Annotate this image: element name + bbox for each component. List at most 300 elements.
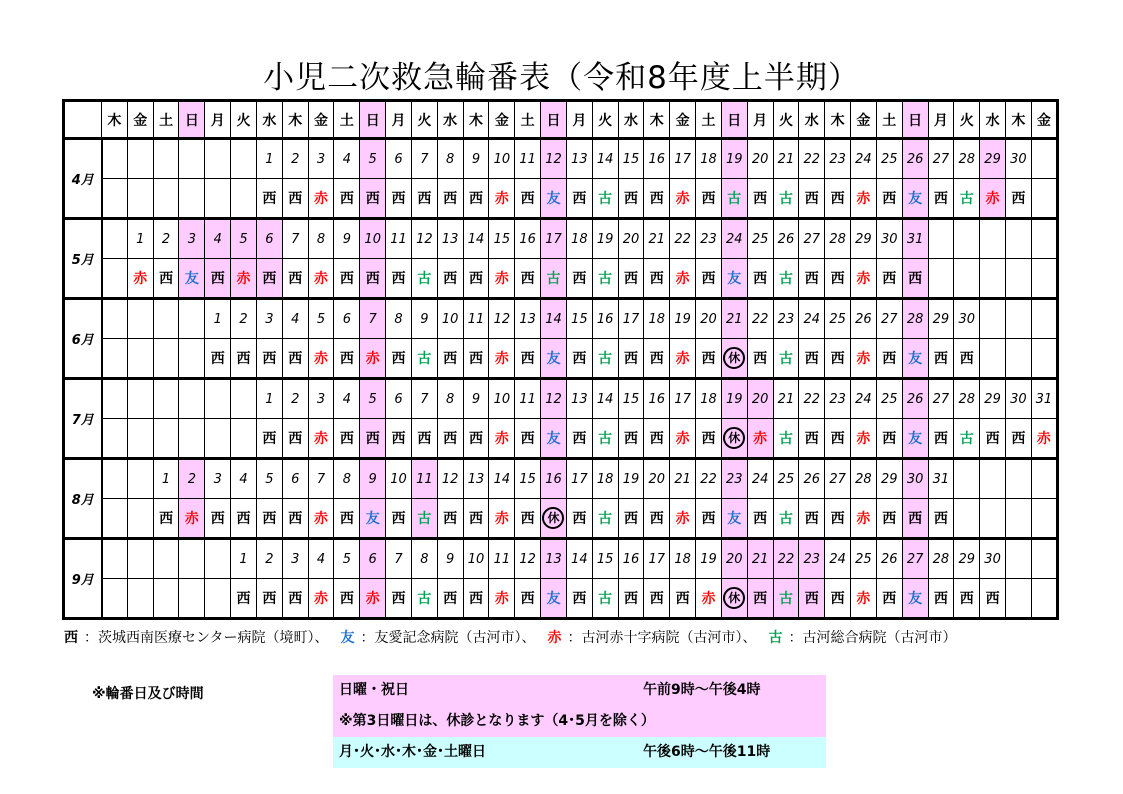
hospital-assignment-cell: 西 [334, 179, 360, 219]
hospital-assignment-cell: 友 [179, 259, 205, 299]
hospital-assignment-cell: 西 [825, 499, 851, 539]
hospital-assignment-cell: 西 [334, 499, 360, 539]
empty-cell [205, 419, 231, 459]
hospital-assignment-cell: 西 [282, 419, 308, 459]
hospital-assignment-cell: 赤 [231, 259, 257, 299]
date-cell: 12 [515, 539, 541, 579]
date-cell: 8 [386, 299, 412, 339]
empty-cell [954, 459, 980, 499]
date-cell: 16 [644, 139, 670, 179]
hospital-assignment-cell: 古 [411, 499, 437, 539]
hospital-assignment-cell [541, 499, 567, 539]
empty-cell [1031, 299, 1057, 339]
hospital-assignment-cell: 赤 [670, 499, 696, 539]
empty-cell [102, 499, 128, 539]
date-cell: 15 [515, 459, 541, 499]
date-cell: 29 [980, 379, 1006, 419]
schedule-label: ※輪番日及び時間 [92, 686, 204, 702]
hospital-assignment-cell: 西 [747, 579, 773, 619]
date-cell: 28 [851, 459, 877, 499]
hospital-assignment-cell: 西 [515, 499, 541, 539]
hospital-assignment-cell: 赤 [179, 499, 205, 539]
legend-hospital-name: ：茨城西南医療センター病院（境町）、 [84, 630, 329, 646]
date-cell: 1 [205, 299, 231, 339]
hospital-assignment-cell: 西 [515, 179, 541, 219]
hospital-assignment-cell: 赤 [747, 419, 773, 459]
date-cell: 5 [360, 379, 386, 419]
hospital-assignment-cell: 西 [644, 579, 670, 619]
date-cell: 15 [489, 219, 515, 259]
hospital-assignment-cell: 友 [721, 259, 747, 299]
hospital-assignment-cell: 古 [954, 419, 980, 459]
schedule-day: 日曜・祝日 [339, 682, 409, 698]
date-cell: 27 [799, 219, 825, 259]
weekday-header-cell: 木 [1005, 101, 1031, 139]
date-cell: 26 [851, 299, 877, 339]
empty-cell [980, 459, 1006, 499]
hospital-assignment-cell: 西 [825, 579, 851, 619]
closed-day-marker: 休 [723, 427, 745, 449]
empty-cell [980, 299, 1006, 339]
hospital-assignment-cell: 西 [618, 339, 644, 379]
weekday-header-cell: 火 [411, 101, 437, 139]
empty-cell [102, 259, 128, 299]
empty-cell [153, 419, 179, 459]
empty-cell [102, 419, 128, 459]
empty-cell [231, 179, 257, 219]
date-cell: 29 [954, 539, 980, 579]
hospital-assignment-cell: 西 [566, 259, 592, 299]
date-row [64, 299, 1058, 339]
hospital-assignment-cell: 西 [644, 339, 670, 379]
date-cell: 31 [902, 219, 928, 259]
empty-cell [153, 579, 179, 619]
hospital-assignment-cell: 西 [231, 339, 257, 379]
hospital-assignment-cell: 古 [541, 259, 567, 299]
empty-cell [179, 419, 205, 459]
date-cell: 16 [515, 219, 541, 259]
page-title: 小児二次救急輪番表（令和8年度上半期） [263, 60, 860, 96]
date-cell: 21 [773, 139, 799, 179]
hospital-assignment-cell: 西 [463, 499, 489, 539]
date-cell: 18 [696, 379, 722, 419]
weekday-header-cell: 水 [437, 101, 463, 139]
date-cell: 12 [541, 379, 567, 419]
hospital-assignment-cell: 西 [205, 339, 231, 379]
hospital-assignment-cell: 西 [515, 579, 541, 619]
hospital-assignment-cell: 西 [928, 499, 954, 539]
hospital-assignment-cell: 赤 [851, 259, 877, 299]
date-cell: 8 [334, 459, 360, 499]
hospital-assignment-cell: 西 [799, 259, 825, 299]
empty-cell [954, 219, 980, 259]
date-cell: 14 [541, 299, 567, 339]
schedule-row [333, 737, 826, 768]
hospital-assignment-cell: 西 [644, 259, 670, 299]
empty-cell [1005, 299, 1031, 339]
date-cell: 19 [696, 539, 722, 579]
empty-cell [928, 219, 954, 259]
date-cell: 26 [773, 219, 799, 259]
weekday-header-cell: 水 [256, 101, 282, 139]
weekday-header-cell: 金 [308, 101, 334, 139]
hospital-assignment-cell: 西 [928, 179, 954, 219]
date-cell: 18 [696, 139, 722, 179]
hospital-assignment-cell: 赤 [851, 419, 877, 459]
weekday-header-cell: 水 [980, 101, 1006, 139]
date-cell: 29 [851, 219, 877, 259]
hospital-assignment-cell: 西 [747, 499, 773, 539]
rotation-calendar-table [62, 99, 1059, 620]
date-cell: 22 [670, 219, 696, 259]
date-cell: 28 [954, 139, 980, 179]
hospital-assignment-cell: 西 [825, 419, 851, 459]
hospital-assignment-cell: 西 [696, 179, 722, 219]
hospital-assignment-cell: 赤 [489, 259, 515, 299]
empty-cell [153, 339, 179, 379]
hospital-assignment-cell: 西 [1005, 419, 1031, 459]
hospital-assignment-cell: 古 [773, 579, 799, 619]
month-label: 6月 [64, 299, 102, 379]
date-cell: 25 [876, 139, 902, 179]
empty-cell [127, 299, 153, 339]
empty-cell [153, 539, 179, 579]
date-cell: 13 [515, 299, 541, 339]
date-cell: 10 [489, 139, 515, 179]
date-cell: 6 [334, 299, 360, 339]
date-cell: 5 [334, 539, 360, 579]
hospital-assignment-cell: 古 [592, 179, 618, 219]
date-row [64, 379, 1058, 419]
hospital-assignment-cell: 古 [592, 499, 618, 539]
hospital-assignment-cell: 西 [696, 499, 722, 539]
hospital-assignment-cell: 西 [566, 579, 592, 619]
empty-cell [127, 419, 153, 459]
hospital-assignment-cell: 西 [282, 259, 308, 299]
hospital-assignment-cell: 赤 [360, 579, 386, 619]
hospital-assignment-cell: 西 [825, 259, 851, 299]
date-cell: 16 [592, 299, 618, 339]
hospital-assignment-cell: 赤 [360, 339, 386, 379]
date-cell: 17 [670, 379, 696, 419]
hospital-assignment-cell: 西 [463, 419, 489, 459]
date-cell: 17 [670, 139, 696, 179]
hospital-assignment-cell: 西 [386, 259, 412, 299]
hospital-assignment-cell: 西 [618, 419, 644, 459]
hospital-assignment-cell: 古 [592, 579, 618, 619]
hospital-assignment-cell: 西 [437, 339, 463, 379]
empty-cell [980, 499, 1006, 539]
date-cell: 28 [954, 379, 980, 419]
date-cell: 24 [799, 299, 825, 339]
empty-cell [102, 539, 128, 579]
hospital-assignment-cell: 西 [360, 259, 386, 299]
date-cell: 13 [566, 379, 592, 419]
empty-cell [1031, 579, 1057, 619]
month-label: 5月 [64, 219, 102, 299]
hospital-assignment-cell: 西 [437, 259, 463, 299]
date-cell: 17 [566, 459, 592, 499]
date-cell: 6 [360, 539, 386, 579]
date-cell: 27 [902, 539, 928, 579]
hospital-assignment-cell: 西 [618, 579, 644, 619]
schedule-row [333, 706, 826, 737]
hospital-assignment-cell: 西 [334, 419, 360, 459]
date-cell: 19 [592, 219, 618, 259]
date-cell: 5 [231, 219, 257, 259]
date-cell: 4 [205, 219, 231, 259]
date-cell: 5 [256, 459, 282, 499]
hospital-assignment-cell: 西 [566, 179, 592, 219]
hospital-assignment-cell: 西 [334, 339, 360, 379]
weekday-header-cell: 金 [851, 101, 877, 139]
hospital-assignment-cell [721, 419, 747, 459]
hospital-assignment-cell: 友 [721, 499, 747, 539]
hospital-assignment-cell: 西 [876, 259, 902, 299]
empty-cell [1005, 339, 1031, 379]
hospital-assignment-cell: 西 [1005, 179, 1031, 219]
date-cell: 3 [308, 379, 334, 419]
hospital-assignment-cell: 友 [541, 419, 567, 459]
hospital-assignment-cell: 西 [696, 259, 722, 299]
month-label: 9月 [64, 539, 102, 619]
empty-cell [102, 579, 128, 619]
empty-cell [179, 179, 205, 219]
hospital-assignment-cell: 古 [592, 259, 618, 299]
date-cell: 11 [515, 139, 541, 179]
empty-cell [1005, 579, 1031, 619]
hospital-assignment-cell: 西 [928, 419, 954, 459]
assignment-row [64, 499, 1058, 539]
weekday-header-cell: 金 [670, 101, 696, 139]
empty-cell [127, 139, 153, 179]
assignment-row [64, 579, 1058, 619]
hospital-assignment-cell: 赤 [851, 499, 877, 539]
empty-cell [179, 339, 205, 379]
hospital-assignment-cell: 西 [902, 499, 928, 539]
hospital-assignment-cell: 赤 [851, 579, 877, 619]
hospital-assignment-cell: 古 [411, 339, 437, 379]
date-cell: 26 [902, 379, 928, 419]
date-cell: 20 [747, 379, 773, 419]
date-cell: 7 [411, 139, 437, 179]
date-cell: 19 [618, 459, 644, 499]
date-cell: 24 [851, 379, 877, 419]
hospital-assignment-cell: 西 [799, 179, 825, 219]
empty-cell [205, 379, 231, 419]
hospital-assignment-cell: 古 [592, 419, 618, 459]
hospital-assignment-cell: 赤 [1031, 419, 1057, 459]
hospital-assignment-cell: 西 [566, 419, 592, 459]
date-cell: 24 [851, 139, 877, 179]
date-cell: 16 [644, 379, 670, 419]
empty-cell [153, 299, 179, 339]
date-cell: 7 [360, 299, 386, 339]
hospital-assignment-cell: 西 [334, 259, 360, 299]
hospital-assignment-cell: 西 [902, 259, 928, 299]
weekday-header-cell: 火 [773, 101, 799, 139]
date-cell: 18 [670, 539, 696, 579]
date-cell: 31 [928, 459, 954, 499]
hospital-assignment-cell: 友 [902, 179, 928, 219]
date-cell: 13 [541, 539, 567, 579]
hospital-assignment-cell: 西 [256, 419, 282, 459]
date-cell: 23 [696, 219, 722, 259]
date-cell: 26 [799, 459, 825, 499]
date-row [64, 459, 1058, 499]
date-cell: 30 [1005, 379, 1031, 419]
schedule-day: 月･火･水･木･金･土曜日 [339, 744, 486, 760]
hospital-assignment-cell: 赤 [851, 339, 877, 379]
weekday-header-cell: 土 [334, 101, 360, 139]
hospital-assignment-cell: 友 [902, 579, 928, 619]
date-cell: 17 [541, 219, 567, 259]
hospital-assignment-cell: 西 [205, 259, 231, 299]
date-cell: 7 [282, 219, 308, 259]
empty-cell [127, 379, 153, 419]
date-cell: 4 [334, 379, 360, 419]
hospital-assignment-cell: 友 [902, 419, 928, 459]
weekday-header-cell: 木 [644, 101, 670, 139]
hospital-assignment-cell: 古 [411, 259, 437, 299]
date-cell: 24 [721, 219, 747, 259]
empty-cell [1031, 339, 1057, 379]
date-cell: 18 [566, 219, 592, 259]
date-cell: 9 [437, 539, 463, 579]
empty-cell [1005, 499, 1031, 539]
date-cell: 7 [386, 539, 412, 579]
date-cell: 10 [360, 219, 386, 259]
date-cell: 20 [644, 459, 670, 499]
date-cell: 29 [928, 299, 954, 339]
schedule-time: 午後6時～午後11時 [643, 744, 771, 760]
date-cell: 22 [696, 459, 722, 499]
date-cell: 4 [334, 139, 360, 179]
hospital-assignment-cell: 西 [799, 419, 825, 459]
hospital-assignment-cell: 西 [696, 339, 722, 379]
hospital-assignment-cell: 西 [747, 339, 773, 379]
empty-cell [153, 179, 179, 219]
date-cell: 5 [308, 299, 334, 339]
hospital-assignment-cell: 西 [256, 499, 282, 539]
hospital-assignment-cell: 赤 [670, 179, 696, 219]
weekday-header-cell: 月 [928, 101, 954, 139]
date-cell: 25 [825, 299, 851, 339]
hospital-assignment-cell: 赤 [980, 179, 1006, 219]
date-cell: 12 [541, 139, 567, 179]
weekday-header-row [64, 101, 1058, 139]
hospital-assignment-cell: 赤 [308, 579, 334, 619]
hospital-assignment-cell: 西 [437, 179, 463, 219]
hospital-assignment-cell: 西 [980, 579, 1006, 619]
date-cell: 17 [618, 299, 644, 339]
date-cell: 1 [153, 459, 179, 499]
date-cell: 28 [902, 299, 928, 339]
empty-cell [127, 499, 153, 539]
weekday-header-cell: 木 [825, 101, 851, 139]
hospital-assignment-cell: 西 [437, 579, 463, 619]
weekday-header-cell: 土 [876, 101, 902, 139]
weekday-header-cell: 火 [592, 101, 618, 139]
date-cell: 10 [463, 539, 489, 579]
weekday-header-cell: 日 [360, 101, 386, 139]
hospital-assignment-cell [721, 579, 747, 619]
closed-day-marker: 休 [542, 507, 564, 529]
date-cell: 21 [670, 459, 696, 499]
hospital-assignment-cell: 古 [773, 499, 799, 539]
hospital-legend [64, 627, 968, 647]
date-cell: 25 [747, 219, 773, 259]
date-cell: 13 [566, 139, 592, 179]
empty-cell [102, 219, 128, 259]
hospital-assignment-cell: 赤 [670, 419, 696, 459]
hospital-assignment-cell: 赤 [489, 339, 515, 379]
hospital-assignment-cell: 西 [644, 419, 670, 459]
hospital-assignment-cell: 西 [799, 579, 825, 619]
date-cell: 22 [773, 539, 799, 579]
date-cell: 26 [902, 139, 928, 179]
date-cell: 3 [282, 539, 308, 579]
date-cell: 10 [437, 299, 463, 339]
date-cell: 12 [411, 219, 437, 259]
hospital-assignment-cell: 古 [773, 179, 799, 219]
date-cell: 3 [256, 299, 282, 339]
weekday-header-cell: 日 [179, 101, 205, 139]
empty-cell [1005, 219, 1031, 259]
hospital-assignment-cell: 西 [153, 499, 179, 539]
schedule-row [333, 675, 826, 706]
hospital-assignment-cell: 西 [360, 179, 386, 219]
date-cell: 20 [696, 299, 722, 339]
date-cell: 4 [231, 459, 257, 499]
date-cell: 18 [592, 459, 618, 499]
hospital-assignment-cell: 赤 [308, 499, 334, 539]
date-cell: 11 [515, 379, 541, 419]
hospital-assignment-cell: 友 [360, 499, 386, 539]
weekday-header-cell: 月 [386, 101, 412, 139]
hospital-assignment-cell: 西 [980, 419, 1006, 459]
hospital-assignment-cell: 西 [437, 419, 463, 459]
date-cell: 4 [308, 539, 334, 579]
hospital-assignment-cell: 西 [515, 419, 541, 459]
weekday-header-cell: 日 [721, 101, 747, 139]
empty-cell [179, 579, 205, 619]
date-cell: 25 [876, 379, 902, 419]
hospital-assignment-cell: 西 [386, 499, 412, 539]
date-cell: 2 [282, 379, 308, 419]
hospital-assignment-cell: 古 [773, 339, 799, 379]
empty-cell [102, 339, 128, 379]
date-cell: 23 [799, 539, 825, 579]
date-cell: 15 [592, 539, 618, 579]
date-cell: 25 [851, 539, 877, 579]
date-cell: 8 [437, 139, 463, 179]
empty-cell [1031, 219, 1057, 259]
empty-cell [1031, 259, 1057, 299]
hospital-assignment-cell: 西 [411, 179, 437, 219]
empty-cell [127, 339, 153, 379]
date-cell: 8 [308, 219, 334, 259]
empty-cell [102, 179, 128, 219]
date-cell: 22 [799, 379, 825, 419]
date-cell: 20 [721, 539, 747, 579]
empty-cell [102, 379, 128, 419]
date-cell: 30 [876, 219, 902, 259]
corner-cell [64, 101, 102, 139]
hospital-assignment-cell: 西 [566, 339, 592, 379]
hospital-assignment-cell: 西 [231, 579, 257, 619]
hospital-assignment-cell: 西 [825, 339, 851, 379]
